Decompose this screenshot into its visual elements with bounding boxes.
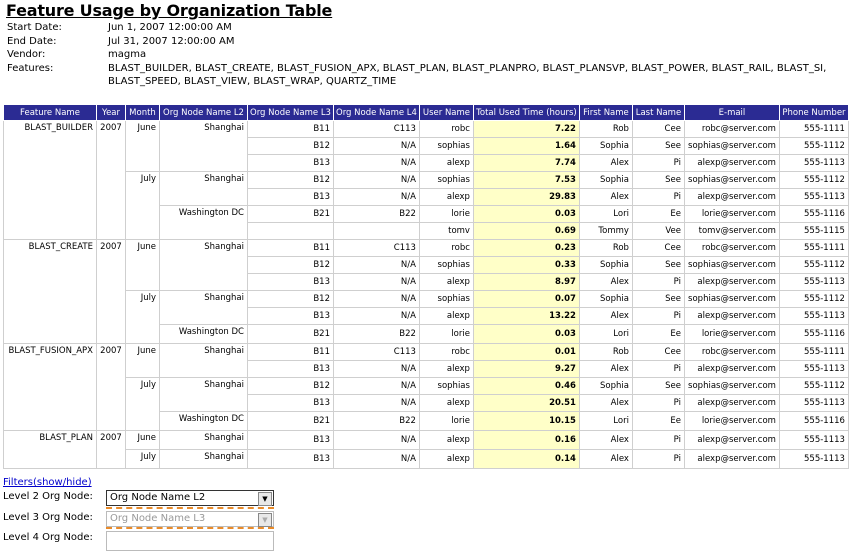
first-name-cell: Lori (579, 206, 632, 223)
org-l2-cell: Shanghai (160, 378, 248, 412)
total-used-time-cell: 8.97 (473, 274, 579, 291)
phone-number-cell: 555-1111 (779, 344, 848, 361)
phone-number-cell: 555-1116 (779, 325, 848, 344)
month-cell: July (126, 378, 160, 431)
header-total-used-time: Total Used Time (hours) (473, 105, 579, 121)
user-name-cell: alexp (419, 308, 473, 325)
vendor-value: magma (108, 49, 147, 60)
org-l2-cell: Washington DC (160, 206, 248, 240)
start-date-value: Jun 1, 2007 12:00:00 AM (108, 22, 232, 33)
total-used-time-cell: 0.33 (473, 257, 579, 274)
month-cell: July (126, 172, 160, 240)
header-last-name: Last Name (632, 105, 684, 121)
total-used-time-cell: 7.74 (473, 155, 579, 172)
phone-number-cell: 555-1113 (779, 274, 848, 291)
phone-number-cell: 555-1116 (779, 412, 848, 431)
level2-filter-label: Level 2 Org Node: (3, 491, 93, 502)
user-name-cell: alexp (419, 361, 473, 378)
org-l4-cell: B22 (334, 412, 420, 431)
level2-org-node-select[interactable] (106, 490, 274, 506)
phone-number-cell: 555-1111 (779, 121, 848, 138)
email-cell: alexp@server.com (684, 450, 779, 469)
end-date-label: End Date: (7, 35, 57, 47)
year-cell: 2007 (97, 240, 126, 344)
org-l2-cell: Washington DC (160, 325, 248, 344)
user-name-cell: robc (419, 240, 473, 257)
org-l2-cell: Shanghai (160, 121, 248, 172)
total-used-time-cell: 0.23 (473, 240, 579, 257)
org-l2-cell: Shanghai (160, 431, 248, 450)
header-org-l3: Org Node Name L3 (248, 105, 334, 121)
header-first-name: First Name (579, 105, 632, 121)
total-used-time-cell: 7.53 (473, 172, 579, 189)
org-l2-cell: Shanghai (160, 450, 248, 469)
first-name-cell: Alex (579, 450, 632, 469)
start-date-label: Start Date: (7, 22, 62, 33)
user-name-cell: alexp (419, 450, 473, 469)
phone-number-cell: 555-1112 (779, 378, 848, 395)
month-cell: June (126, 240, 160, 291)
header-month: Month (126, 105, 160, 121)
first-name-cell: Alex (579, 274, 632, 291)
total-used-time-cell: 1.64 (473, 138, 579, 155)
phone-number-cell: 555-1112 (779, 138, 848, 155)
total-used-time-cell: 20.51 (473, 395, 579, 412)
last-name-cell: Cee (632, 344, 684, 361)
last-name-cell: Pi (632, 189, 684, 206)
feature-name-cell: BLAST_PLAN (4, 431, 97, 469)
org-l2-cell: Shanghai (160, 291, 248, 325)
total-used-time-cell: 9.27 (473, 361, 579, 378)
first-name-cell: Rob (579, 240, 632, 257)
end-date-value: Jul 31, 2007 12:00:00 AM (108, 35, 235, 47)
total-used-time-cell: 0.03 (473, 325, 579, 344)
org-l3-cell: B13 (248, 450, 334, 469)
header-email: E-mail (684, 105, 779, 121)
last-name-cell: Pi (632, 361, 684, 378)
total-used-time-cell: 0.46 (473, 378, 579, 395)
user-name-cell: alexp (419, 395, 473, 412)
level4-filter-label: Level 4 Org Node: (3, 532, 93, 543)
year-cell: 2007 (97, 344, 126, 431)
month-cell: June (126, 431, 160, 450)
org-l4-cell: C113 (334, 121, 420, 138)
org-l4-cell: N/A (334, 431, 420, 450)
first-name-cell: Sophia (579, 378, 632, 395)
level3-selected-value: Org Node Name L3 (110, 513, 206, 524)
first-name-cell: Alex (579, 395, 632, 412)
first-name-cell: Alex (579, 155, 632, 172)
dropdown-arrow-icon[interactable]: ▼ (258, 492, 272, 506)
org-l3-cell: B12 (248, 378, 334, 395)
level2-selected-value: Org Node Name L2 (110, 492, 206, 503)
last-name-cell: Pi (632, 155, 684, 172)
email-cell: lorie@server.com (684, 412, 779, 431)
org-l4-cell: N/A (334, 257, 420, 274)
phone-number-cell: 555-1113 (779, 431, 848, 450)
user-name-cell: alexp (419, 155, 473, 172)
org-l3-cell: B21 (248, 206, 334, 223)
org-l4-cell: N/A (334, 378, 420, 395)
total-used-time-cell: 0.69 (473, 223, 579, 240)
phone-number-cell: 555-1116 (779, 206, 848, 223)
total-used-time-cell: 7.22 (473, 121, 579, 138)
level3-filter-label: Level 3 Org Node: (3, 512, 93, 523)
level4-org-node-select[interactable] (106, 531, 274, 551)
first-name-cell: Sophia (579, 291, 632, 308)
email-cell: sophias@server.com (684, 172, 779, 189)
features-value: BLAST_BUILDER, BLAST_CREATE, BLAST_FUSION_APX, BLAST_PLAN, BLAST_PLANPRO, BLAST_PLANSVP, BLAST_POWER, BLAST_RAIL, BLAST_SI, BLAST_SPEED, BLAST_VIEW, BLAST_WRAP, QUARTZ_TIME (108, 62, 827, 87)
org-l3-cell: B12 (248, 172, 334, 189)
phone-number-cell: 555-1113 (779, 308, 848, 325)
org-l3-cell: B13 (248, 308, 334, 325)
first-name-cell: Tommy (579, 223, 632, 240)
user-name-cell: alexp (419, 189, 473, 206)
header-phone-number: Phone Number (779, 105, 848, 121)
last-name-cell: Vee (632, 223, 684, 240)
first-name-cell: Alex (579, 189, 632, 206)
total-used-time-cell: 0.14 (473, 450, 579, 469)
feature-name-cell: BLAST_CREATE (4, 240, 97, 344)
phone-number-cell: 555-1111 (779, 240, 848, 257)
last-name-cell: Cee (632, 121, 684, 138)
org-l3-cell: B11 (248, 240, 334, 257)
last-name-cell: Ee (632, 325, 684, 344)
last-name-cell: Pi (632, 308, 684, 325)
email-cell: alexp@server.com (684, 274, 779, 291)
email-cell: alexp@server.com (684, 361, 779, 378)
email-cell: alexp@server.com (684, 395, 779, 412)
org-l4-cell: N/A (334, 189, 420, 206)
org-l3-cell: B12 (248, 138, 334, 155)
table-body (4, 121, 849, 469)
email-cell: lorie@server.com (684, 325, 779, 344)
org-l4-cell (334, 223, 420, 240)
first-name-cell: Sophia (579, 138, 632, 155)
level3-org-node-select[interactable] (106, 511, 274, 527)
org-l3-cell: B13 (248, 395, 334, 412)
org-l3-cell: B13 (248, 155, 334, 172)
total-used-time-cell: 0.01 (473, 344, 579, 361)
last-name-cell: See (632, 378, 684, 395)
year-cell: 2007 (97, 431, 126, 469)
report-parameters (7, 21, 843, 89)
user-name-cell: sophias (419, 138, 473, 155)
org-l3-cell: B21 (248, 325, 334, 344)
features-label: Features: (7, 62, 54, 74)
user-name-cell: lorie (419, 412, 473, 431)
org-l3-cell: B21 (248, 412, 334, 431)
org-l4-cell: C113 (334, 240, 420, 257)
phone-number-cell: 555-1113 (779, 395, 848, 412)
user-name-cell: alexp (419, 431, 473, 450)
org-l4-cell: N/A (334, 155, 420, 172)
org-l4-cell: N/A (334, 361, 420, 378)
user-name-cell: lorie (419, 325, 473, 344)
usage-table (3, 104, 849, 469)
org-l4-cell: N/A (334, 395, 420, 412)
first-name-cell: Rob (579, 121, 632, 138)
table-row (4, 240, 849, 257)
email-cell: robc@server.com (684, 240, 779, 257)
table-row (4, 172, 849, 189)
org-l4-cell: B22 (334, 325, 420, 344)
total-used-time-cell: 0.07 (473, 291, 579, 308)
last-name-cell: Pi (632, 431, 684, 450)
last-name-cell: Ee (632, 206, 684, 223)
email-cell: sophias@server.com (684, 291, 779, 308)
org-l4-cell: N/A (334, 274, 420, 291)
last-name-cell: See (632, 172, 684, 189)
org-l4-cell: B22 (334, 206, 420, 223)
month-cell: July (126, 291, 160, 344)
dropdown-arrow-icon[interactable]: ▼ (258, 513, 272, 527)
org-l4-cell: N/A (334, 291, 420, 308)
first-name-cell: Rob (579, 344, 632, 361)
header-org-l2: Org Node Name L2 (160, 105, 248, 121)
org-l3-cell: B13 (248, 274, 334, 291)
email-cell: sophias@server.com (684, 138, 779, 155)
last-name-cell: Pi (632, 395, 684, 412)
table-row (4, 121, 849, 138)
last-name-cell: Pi (632, 450, 684, 469)
org-l3-cell: B13 (248, 189, 334, 206)
table-row (4, 291, 849, 308)
vendor-label: Vendor: (7, 49, 46, 60)
org-l3-cell: B11 (248, 121, 334, 138)
table-row (4, 378, 849, 395)
phone-number-cell: 555-1112 (779, 257, 848, 274)
filters-toggle-link[interactable]: Filters(show/hide) (3, 477, 92, 488)
org-l3-cell (248, 223, 334, 240)
user-name-cell: sophias (419, 172, 473, 189)
phone-number-cell: 555-1113 (779, 189, 848, 206)
table-row (4, 344, 849, 361)
org-l2-cell: Shanghai (160, 172, 248, 206)
year-cell: 2007 (97, 121, 126, 240)
org-l4-cell: N/A (334, 450, 420, 469)
total-used-time-cell: 13.22 (473, 308, 579, 325)
table-header-row (4, 105, 849, 121)
table-row (4, 431, 849, 450)
feature-name-cell: BLAST_BUILDER (4, 121, 97, 240)
phone-number-cell: 555-1112 (779, 172, 848, 189)
email-cell: lorie@server.com (684, 206, 779, 223)
email-cell: tomv@server.com (684, 223, 779, 240)
email-cell: alexp@server.com (684, 431, 779, 450)
user-name-cell: robc (419, 121, 473, 138)
level3-focus-indicator (106, 527, 274, 529)
phone-number-cell: 555-1115 (779, 223, 848, 240)
org-l4-cell: N/A (334, 138, 420, 155)
first-name-cell: Alex (579, 308, 632, 325)
email-cell: alexp@server.com (684, 189, 779, 206)
user-name-cell: sophias (419, 291, 473, 308)
level2-focus-indicator (106, 507, 274, 509)
org-l3-cell: B13 (248, 431, 334, 450)
last-name-cell: See (632, 138, 684, 155)
user-name-cell: sophias (419, 378, 473, 395)
org-l4-cell: C113 (334, 344, 420, 361)
header-org-l4: Org Node Name L4 (334, 105, 420, 121)
org-l2-cell: Shanghai (160, 240, 248, 291)
header-year: Year (97, 105, 126, 121)
total-used-time-cell: 10.15 (473, 412, 579, 431)
email-cell: robc@server.com (684, 344, 779, 361)
phone-number-cell: 555-1113 (779, 361, 848, 378)
org-l4-cell: N/A (334, 308, 420, 325)
org-l3-cell: B12 (248, 291, 334, 308)
total-used-time-cell: 0.16 (473, 431, 579, 450)
month-cell: June (126, 344, 160, 378)
month-cell: July (126, 450, 160, 469)
org-l3-cell: B13 (248, 361, 334, 378)
org-l3-cell: B12 (248, 257, 334, 274)
first-name-cell: Lori (579, 412, 632, 431)
total-used-time-cell: 29.83 (473, 189, 579, 206)
org-l3-cell: B11 (248, 344, 334, 361)
last-name-cell: Pi (632, 274, 684, 291)
user-name-cell: lorie (419, 206, 473, 223)
org-l2-cell: Washington DC (160, 412, 248, 431)
month-cell: June (126, 121, 160, 172)
phone-number-cell: 555-1113 (779, 155, 848, 172)
user-name-cell: sophias (419, 257, 473, 274)
user-name-cell: tomv (419, 223, 473, 240)
last-name-cell: See (632, 257, 684, 274)
first-name-cell: Sophia (579, 257, 632, 274)
org-l4-cell: N/A (334, 172, 420, 189)
last-name-cell: Ee (632, 412, 684, 431)
last-name-cell: See (632, 291, 684, 308)
phone-number-cell: 555-1112 (779, 291, 848, 308)
first-name-cell: Sophia (579, 172, 632, 189)
first-name-cell: Lori (579, 325, 632, 344)
org-l2-cell: Shanghai (160, 344, 248, 378)
page-title: Feature Usage by Organization Table (6, 1, 333, 20)
user-name-cell: alexp (419, 274, 473, 291)
total-used-time-cell: 0.03 (473, 206, 579, 223)
header-feature-name: Feature Name (4, 105, 97, 121)
email-cell: alexp@server.com (684, 308, 779, 325)
email-cell: sophias@server.com (684, 257, 779, 274)
email-cell: alexp@server.com (684, 155, 779, 172)
phone-number-cell: 555-1113 (779, 450, 848, 469)
table-row (4, 450, 849, 469)
last-name-cell: Cee (632, 240, 684, 257)
email-cell: sophias@server.com (684, 378, 779, 395)
email-cell: robc@server.com (684, 121, 779, 138)
user-name-cell: robc (419, 344, 473, 361)
first-name-cell: Alex (579, 431, 632, 450)
header-user-name: User Name (419, 105, 473, 121)
feature-name-cell: BLAST_FUSION_APX (4, 344, 97, 431)
first-name-cell: Alex (579, 361, 632, 378)
